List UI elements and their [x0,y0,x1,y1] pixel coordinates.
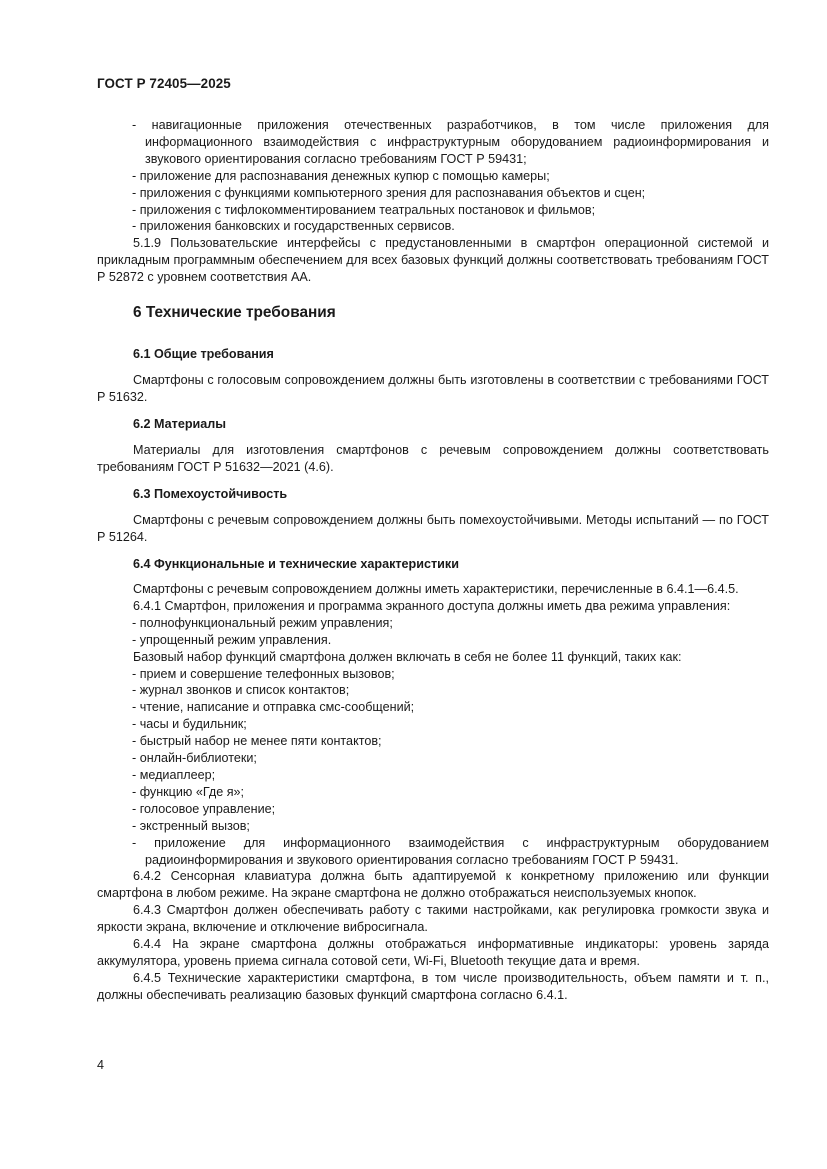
section-6-2-title: 6.2 Материалы [133,417,227,431]
list-item: - приложение для распознавания денежных купюр с помощью камеры; [97,168,769,185]
list-item: - часы и будильник; [97,716,769,733]
list-item: - журнал звонков и список контактов; [97,682,769,699]
list-item: - медиаплеер; [97,767,769,784]
page-number: 4 [97,1058,105,1072]
section-6-4-title: 6.4 Функциональные и технические характеристики [133,557,459,571]
list-item: - приложение для информационного взаимодействия с инфраструктурным оборудованием радиоинформирования и звукового ориентирования согласно требованиям ГОСТ Р 59431. [97,835,769,869]
section-6-2-block [97,442,769,476]
section-6-1-title: 6.1 Общие требования [133,347,274,361]
list-item: - приложения с функциями компьютерного зрения для распознавания объектов и сцен; [97,185,769,202]
list-item: - приложения с тифлокомментированием театральных постановок и фильмов; [97,202,769,219]
list-item: - приложения банковских и государственных сервисов. [97,218,769,235]
list-item: - полнофункциональный режим управления; [97,615,769,632]
base-functions-intro: Базовый набор функций смартфона должен включать в себя не более 11 функций, таких как: [133,649,682,664]
section-6-1-text: Смартфоны с голосовым сопровождением должны быть изготовлены в соответствии с требованиями ГОСТ Р 51632. [97,373,769,404]
paragraph-6-4-5: 6.4.5 Технические характеристики смартфона, в том числе производительность, объем памяти и т. п., должны обеспечивать реализацию базовых функций смартфона согласно 6.4.1. [97,970,769,1002]
paragraph-6-4-3: 6.4.3 Смартфон должен обеспечивать работу с такими настройками, как регулировка громкости звука и яркости экрана, включение и отключение вибросигнала. [97,903,769,935]
section-6-3-block [97,512,769,546]
intro-block [97,117,769,286]
list-item: - упрощенный режим управления. [97,632,769,649]
section-6-3-title: 6.3 Помехоустойчивость [133,487,288,501]
list-item: - онлайн-библиотеки; [97,750,769,767]
section-6-2-text: Материалы для изготовления смартфонов с речевым сопровождением должны соответствовать требованиям ГОСТ Р 51632—2021 (4.6). [97,443,769,474]
paragraph-6-4-2: 6.4.2 Сенсорная клавиатура должна быть адаптируемой к конкретному приложению или функции смартфона в любом режиме. На экране смартфона не должно отображаться неиспользуемых кнопок. [97,869,769,901]
list-item: - прием и совершение телефонных вызовов; [97,666,769,683]
section-6-title: 6 Технические требования [133,304,336,321]
section-6-4-block [97,581,769,1004]
list-item: - экстренный вызов; [97,818,769,835]
list-item: - чтение, написание и отправка смс-сообщений; [97,699,769,716]
paragraph-5-1-9: 5.1.9 Пользовательские интерфейсы с предустановленными в смартфон операционной системой и прикладным программным обеспечением для всех базовых функций должны соответствовать требованиям ГОСТ Р 52872 с уровнем соответствия АА. [97,236,769,285]
list-item: - быстрый набор не менее пяти контактов; [97,733,769,750]
section-6-4-intro: Смартфоны с речевым сопровождением должны иметь характеристики, перечисленные в 6.4.1—6.4.5. [133,582,739,596]
list-item: - навигационные приложения отечественных разработчиков, в том числе приложения для информационного взаимодействия с инфраструктурным оборудованием радиоинформирования и звукового ориентирования согласно требованиям ГОСТ Р 59431; [97,117,769,168]
paragraph-6-4-1: 6.4.1 Смартфон, приложения и программа экранного доступа должны иметь два режима управления: [133,598,731,613]
list-item: - функцию «Где я»; [97,784,769,801]
paragraph-6-4-4: 6.4.4 На экране смартфона должны отображаться информативные индикаторы: уровень заряда аккумулятора, уровень приема сигнала сотовой сети, Wi-Fi, Bluetooth текущие дата и время. [97,937,769,968]
section-6-1-block [97,372,769,406]
section-6-3-text: Смартфоны с речевым сопровождением должны быть помехоустойчивыми. Методы испытаний — по ГОСТ Р 51264. [97,513,769,544]
document-id-header: ГОСТ Р 72405—2025 [97,76,231,91]
list-item: - голосовое управление; [97,801,769,818]
